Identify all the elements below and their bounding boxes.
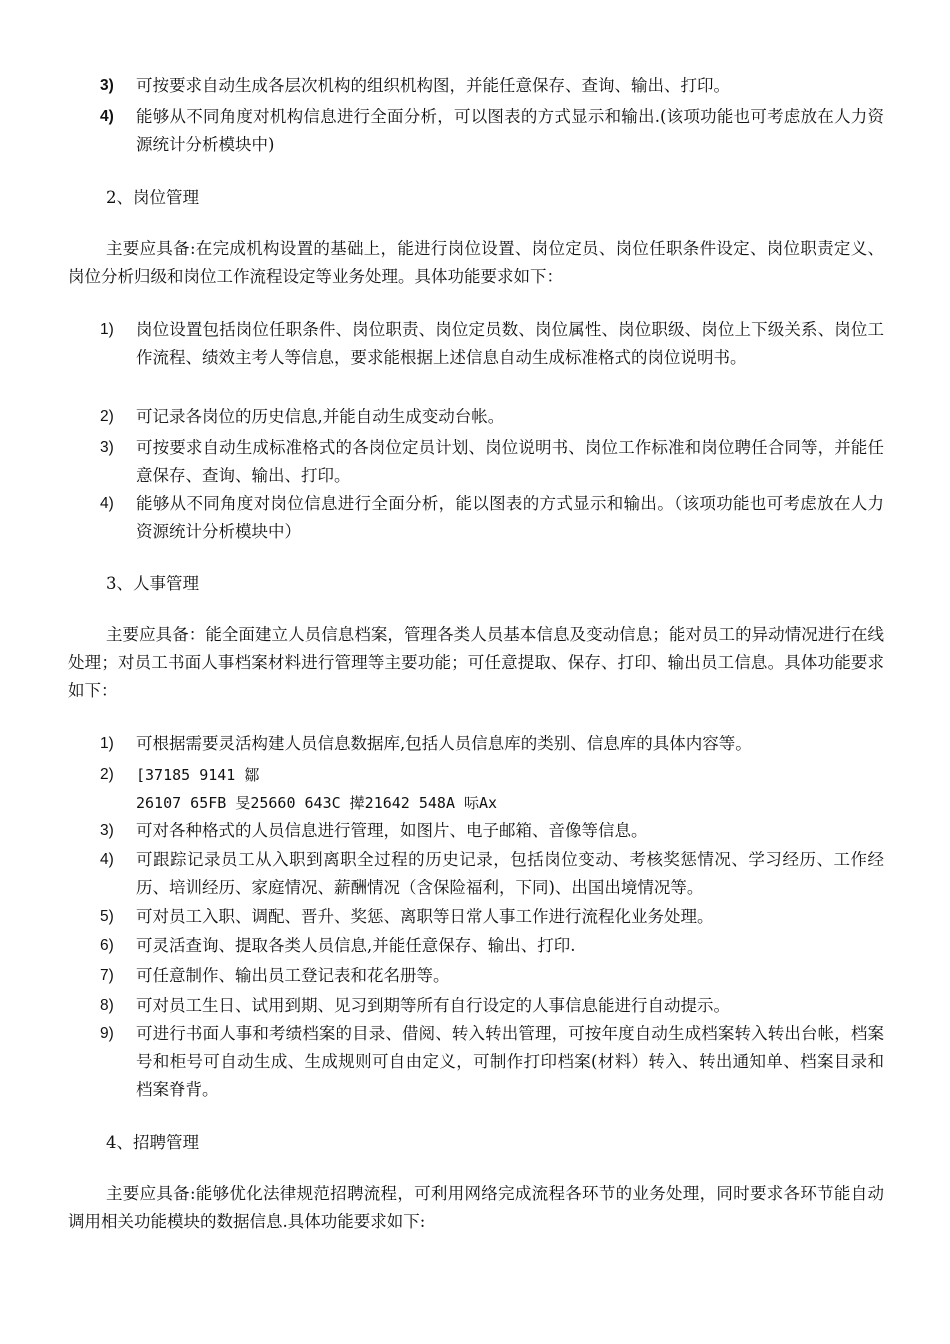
section-intro: 主要应具备:在完成机构设置的基础上，能进行岗位设置、岗位定员、岗位任职条件设定、岗位职责定义、岗位分析归级和岗位工作流程设定等业务处理。具体功能要求如下：	[68, 239, 884, 286]
list-text: 岗位设置包括岗位任职条件、岗位职责、岗位定员数、岗位属性、岗位职级、岗位上下级关系、岗位工作流程、绩效主考人等信息，要求能根据上述信息自动生成标准格式的岗位说明书。	[136, 320, 884, 367]
list-number: 1)	[100, 735, 114, 752]
list-number: 9)	[100, 1025, 114, 1042]
list-number: 4)	[100, 851, 114, 868]
list-number: 2)	[100, 766, 114, 783]
list-number: 4)	[100, 495, 114, 512]
section-heading: 3、人事管理	[106, 574, 199, 593]
section-intro: 主要应具备:能够优化法律规范招聘流程，可利用网络完成流程各环节的业务处理，同时要求各环节能自动调用相关功能模块的数据信息.具体功能要求如下:	[68, 1184, 884, 1231]
section-heading: 4、招聘管理	[106, 1133, 199, 1152]
list-number: 2)	[100, 408, 114, 425]
list-text: 可对员工入职、调配、晋升、奖惩、离职等日常人事工作进行流程化业务处理。	[136, 907, 714, 926]
list-number: 1)	[100, 321, 114, 338]
section-heading: 2、岗位管理	[106, 188, 199, 207]
list-text: 可按要求自动生成各层次机构的组织机构图，并能任意保存、查询、输出、打印。	[136, 76, 730, 95]
list-number: 6)	[100, 937, 114, 954]
list-number: 3)	[100, 822, 114, 839]
list-text: 可根据需要灵活构建人员信息数据库,包括人员信息库的类别、信息库的具体内容等。	[136, 734, 752, 753]
list-text: 可进行书面人事和考绩档案的目录、借阅、转入转出管理，可按年度自动生成档案转入转出台帐，档案号和柜号可自动生成、生成规则可自由定义，可制作打印档案(材料）转入、转出通知单、档案目录和档案脊背。	[136, 1024, 884, 1099]
list-text: 能够从不同角度对机构信息进行全面分析，可以图表的方式显示和输出.(该项功能也可考虑放在人力资源统计分析模块中)	[136, 107, 884, 154]
list-text: 可按要求自动生成标准格式的各岗位定员计划、岗位说明书、岗位工作标准和岗位聘任合同等，并能任意保存、查询、输出、打印。	[136, 438, 884, 485]
list-number: 5)	[100, 908, 114, 925]
list-text: 可跟踪记录员工从入职到离职全过程的历史记录，包括岗位变动、考核奖惩情况、学习经历、工作经历、培训经历、家庭情况、薪酬情况（含保险福利，下同)、出国出境情况等。	[136, 850, 884, 897]
list-text: 可灵活查询、提取各类人员信息,并能任意保存、输出、打印.	[136, 936, 576, 955]
list-number: 8)	[100, 997, 114, 1014]
list-number: 4)	[100, 108, 114, 125]
list-number: 7)	[100, 967, 114, 984]
list-text: 可任意制作、输出员工登记表和花名册等。	[136, 966, 450, 985]
list-text-garbled: [37185 9141 鄒 26107 65FB 旻25660 643C 撵21642 548A 呩Ax	[136, 766, 498, 812]
list-text: 可对各种格式的人员信息进行管理，如图片、电子邮箱、音像等信息。	[136, 821, 648, 840]
list-number: 3)	[100, 439, 114, 456]
list-text: 可对员工生日、试用到期、见习到期等所有自行设定的人事信息能进行自动提示。	[136, 996, 730, 1015]
list-text: 可记录各岗位的历史信息,并能自动生成变动台帐。	[136, 407, 505, 426]
section-intro: 主要应具备：能全面建立人员信息档案，管理各类人员基本信息及变动信息；能对员工的异动情况进行在线处理；对员工书面人事档案材料进行管理等主要功能；可任意提取、保存、打印、输出员工信息。具体功能要求如下：	[68, 625, 884, 700]
list-number: 3)	[100, 77, 114, 94]
list-text: 能够从不同角度对岗位信息进行全面分析，能以图表的方式显示和输出。（该项功能也可考虑放在人力资源统计分析模块中）	[136, 494, 884, 541]
